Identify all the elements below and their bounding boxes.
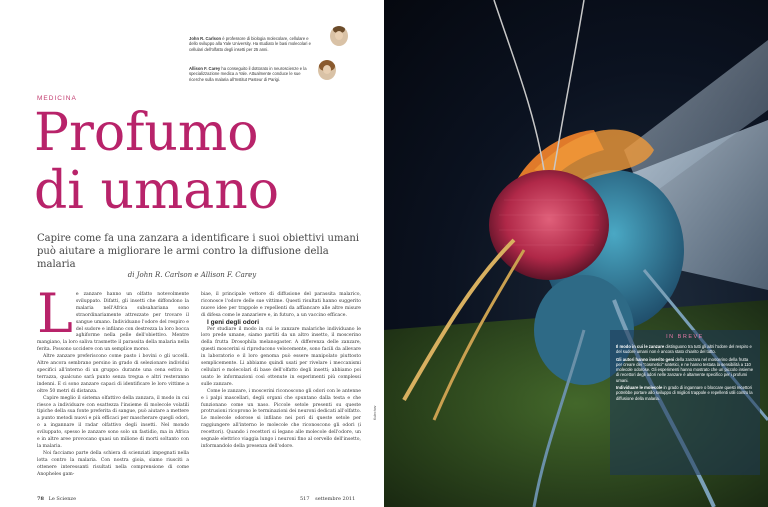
author-bio-text: ha conseguito il dottorato in neuroscienze e la specializzazione medica a Yale. Attualmente conduce le sue ricerche sulla malaria all'Institut Pasteur di Parigi. [189, 66, 307, 82]
in-breve-list [616, 344, 754, 401]
byline: di John R. Carlson e Allison F. Carey [127, 271, 257, 279]
author-photo-carey [318, 60, 336, 80]
in-breve-heading: IN BREVE [666, 334, 704, 340]
photo-credit: Kulechov [373, 405, 377, 420]
paragraph: Capire meglio il sistema olfattivo della zanzara, il modo in cui riesce a individuare con esattezza l'insieme di molecole volatili tipiche della sua fonte preferita di sangue, può aiutare a mettere a punto metodi nuovi e più efficaci per mascherare quegli odori, o a ingannare il radar olfattivo degli insetti. Nel mondo sviluppato, spesso le zanzare sono solo un fastidio, ma in Africa e in altre aree provocano quasi un milione di morti soltanto con la malaria. [37, 395, 189, 449]
issue-number: 517 [300, 496, 310, 502]
title-line-1: Profumo [34, 103, 259, 163]
text-column-2 [201, 292, 361, 451]
author-bio-carlson [189, 36, 311, 52]
section-label: MEDICINA [37, 95, 77, 102]
author-name: Allison F. Carey [189, 66, 221, 71]
paragraph: Come le zanzare, i moscerini riconoscono gli odori con le antenne e i palpi mascellari, degli organi che spuntano dalla testa e che funzionano come un naso. Piccole setole presenti su queste protrusioni ricoprono le terminazioni dei neuroni dedicati all'olfatto. Le molecole odorose si infilano nei pori di queste setole per raggiungere all'interno le molecole che riconoscono gli odori (i recettori). Quando i recettori si legano alle molecole dell'odore, un segnale elettrico viaggia lungo i neuroni fino al cervello dell'insetto, informandolo della presenza dell'odore. [201, 388, 361, 449]
list-item: Gli autori hanno inserito geni della zanzara nel moscerino della frutta per creare dei "cosmetici" sintetici, e ne hanno testata la sensibilità a 110 molecole odorose. Gli esperimenti hanno mostrato che un piccolo insieme di recettori degli odori nelle zanzare è altamente specifico per i profumi umani. [616, 356, 754, 383]
author-photo-carlson [330, 26, 348, 46]
paragraph: Noi facciamo parte della schiera di scienziati impegnati nella lotta contro la malaria. Con nostra gioia, siamo riusciti a ottenere interessanti risultati nella comprensione di come Anopheles gam- [37, 450, 189, 477]
paragraph: Le zanzare hanno un olfatto notevolmente sviluppato. Difatti, gli insetti che diffondono la malaria nell'Africa subsahariana sono straordinariamente attrezzate per trovare il sangue umano. Individuano l'odore del respiro e del sudore e infilano con destrezza la loro bocca aghiforme nella pelle dell'obiettivo. Mentre mangiano, la loro saliva trasmette il parassita della malaria nella ferita. Possono uccidere con un semplice morso. [37, 282, 189, 353]
article-title [34, 104, 279, 220]
section-heading: I geni degli odori [207, 318, 259, 326]
drop-cap: L [37, 282, 73, 345]
article-subtitle: Capire come fa una zanzara a identificare i suoi obiettivi umani può aiutare a migliorare le armi contro la diffusione della malaria [37, 233, 360, 270]
author-bio-carey [189, 66, 311, 82]
page-footer-left [37, 496, 76, 502]
issue-date: settembre 2011 [315, 496, 356, 502]
text-column-1 [37, 282, 189, 478]
author-bio-text: è professore di biologia molecolare, cellulare e dello sviluppo alla Yale University. Ha studiato le basi molecolari e cellulari dell'olfatto degli insetti per 25 anni. [189, 36, 311, 52]
mosquito-photo [384, 0, 768, 507]
title-line-2: di umano [34, 161, 280, 221]
magazine-name: Le Scienze [48, 496, 77, 502]
page-footer-right [300, 496, 355, 502]
list-item: Il modo in cui le zanzare distinguono tra tutti gli altri l'odore del respiro e del sudore umani non è ancora stato chiarito del tutto. [616, 344, 752, 355]
paragraph: biae, il principale vettore di diffusione del parassita malarico, riconosce l'odore delle sue vittime. Questi risultati hanno suggerito nuove idee per trappole e repellenti da affiancare alle altre misure di difesa come le zanzariere e, in futuro, a un vaccino efficace. [201, 292, 361, 318]
paragraph: Per studiare il modo in cui le zanzare malariche individuano le loro prede umane, siamo partiti da un altro insetto, il moscerino della frutta Drosophila melanogaster. A differenza delle zanzare, questi moscerini si riproducono velocemente, sono facili da allevare in laboratorio e il loro genoma può essere manipolato piuttosto semplicemente. Li abbiamo quindi usati per rivelare i meccanismi cellulari e molecolari di base dell'olfatto degli insetti; abbiamo poi usato le informazioni così ottenute in esperimenti più complessi sulle zanzare. [201, 326, 361, 387]
in-breve-box [610, 330, 760, 475]
list-item: Individuare le molecole in grado di ingannare o bloccare questi recettori potrebbe portare allo sviluppo di migliori trappole e repellenti utili contro la diffusione della malaria. [616, 385, 753, 401]
page-number: 78 [37, 496, 44, 502]
paragraph: Altre zanzare preferiscono come pasto i bovini o gli uccelli. Altre ancora sembrano persino in grado di selezionare individui specifici all'interno di un gruppo: durante una cena estiva in terrazza, qualcuno sarà punto senza tregua e altri resteranno indenni. E ci sono zanzare capaci di identificare le loro vittime a oltre 50 metri di distanza. [37, 354, 189, 394]
author-name: John R. Carlson [189, 36, 222, 41]
